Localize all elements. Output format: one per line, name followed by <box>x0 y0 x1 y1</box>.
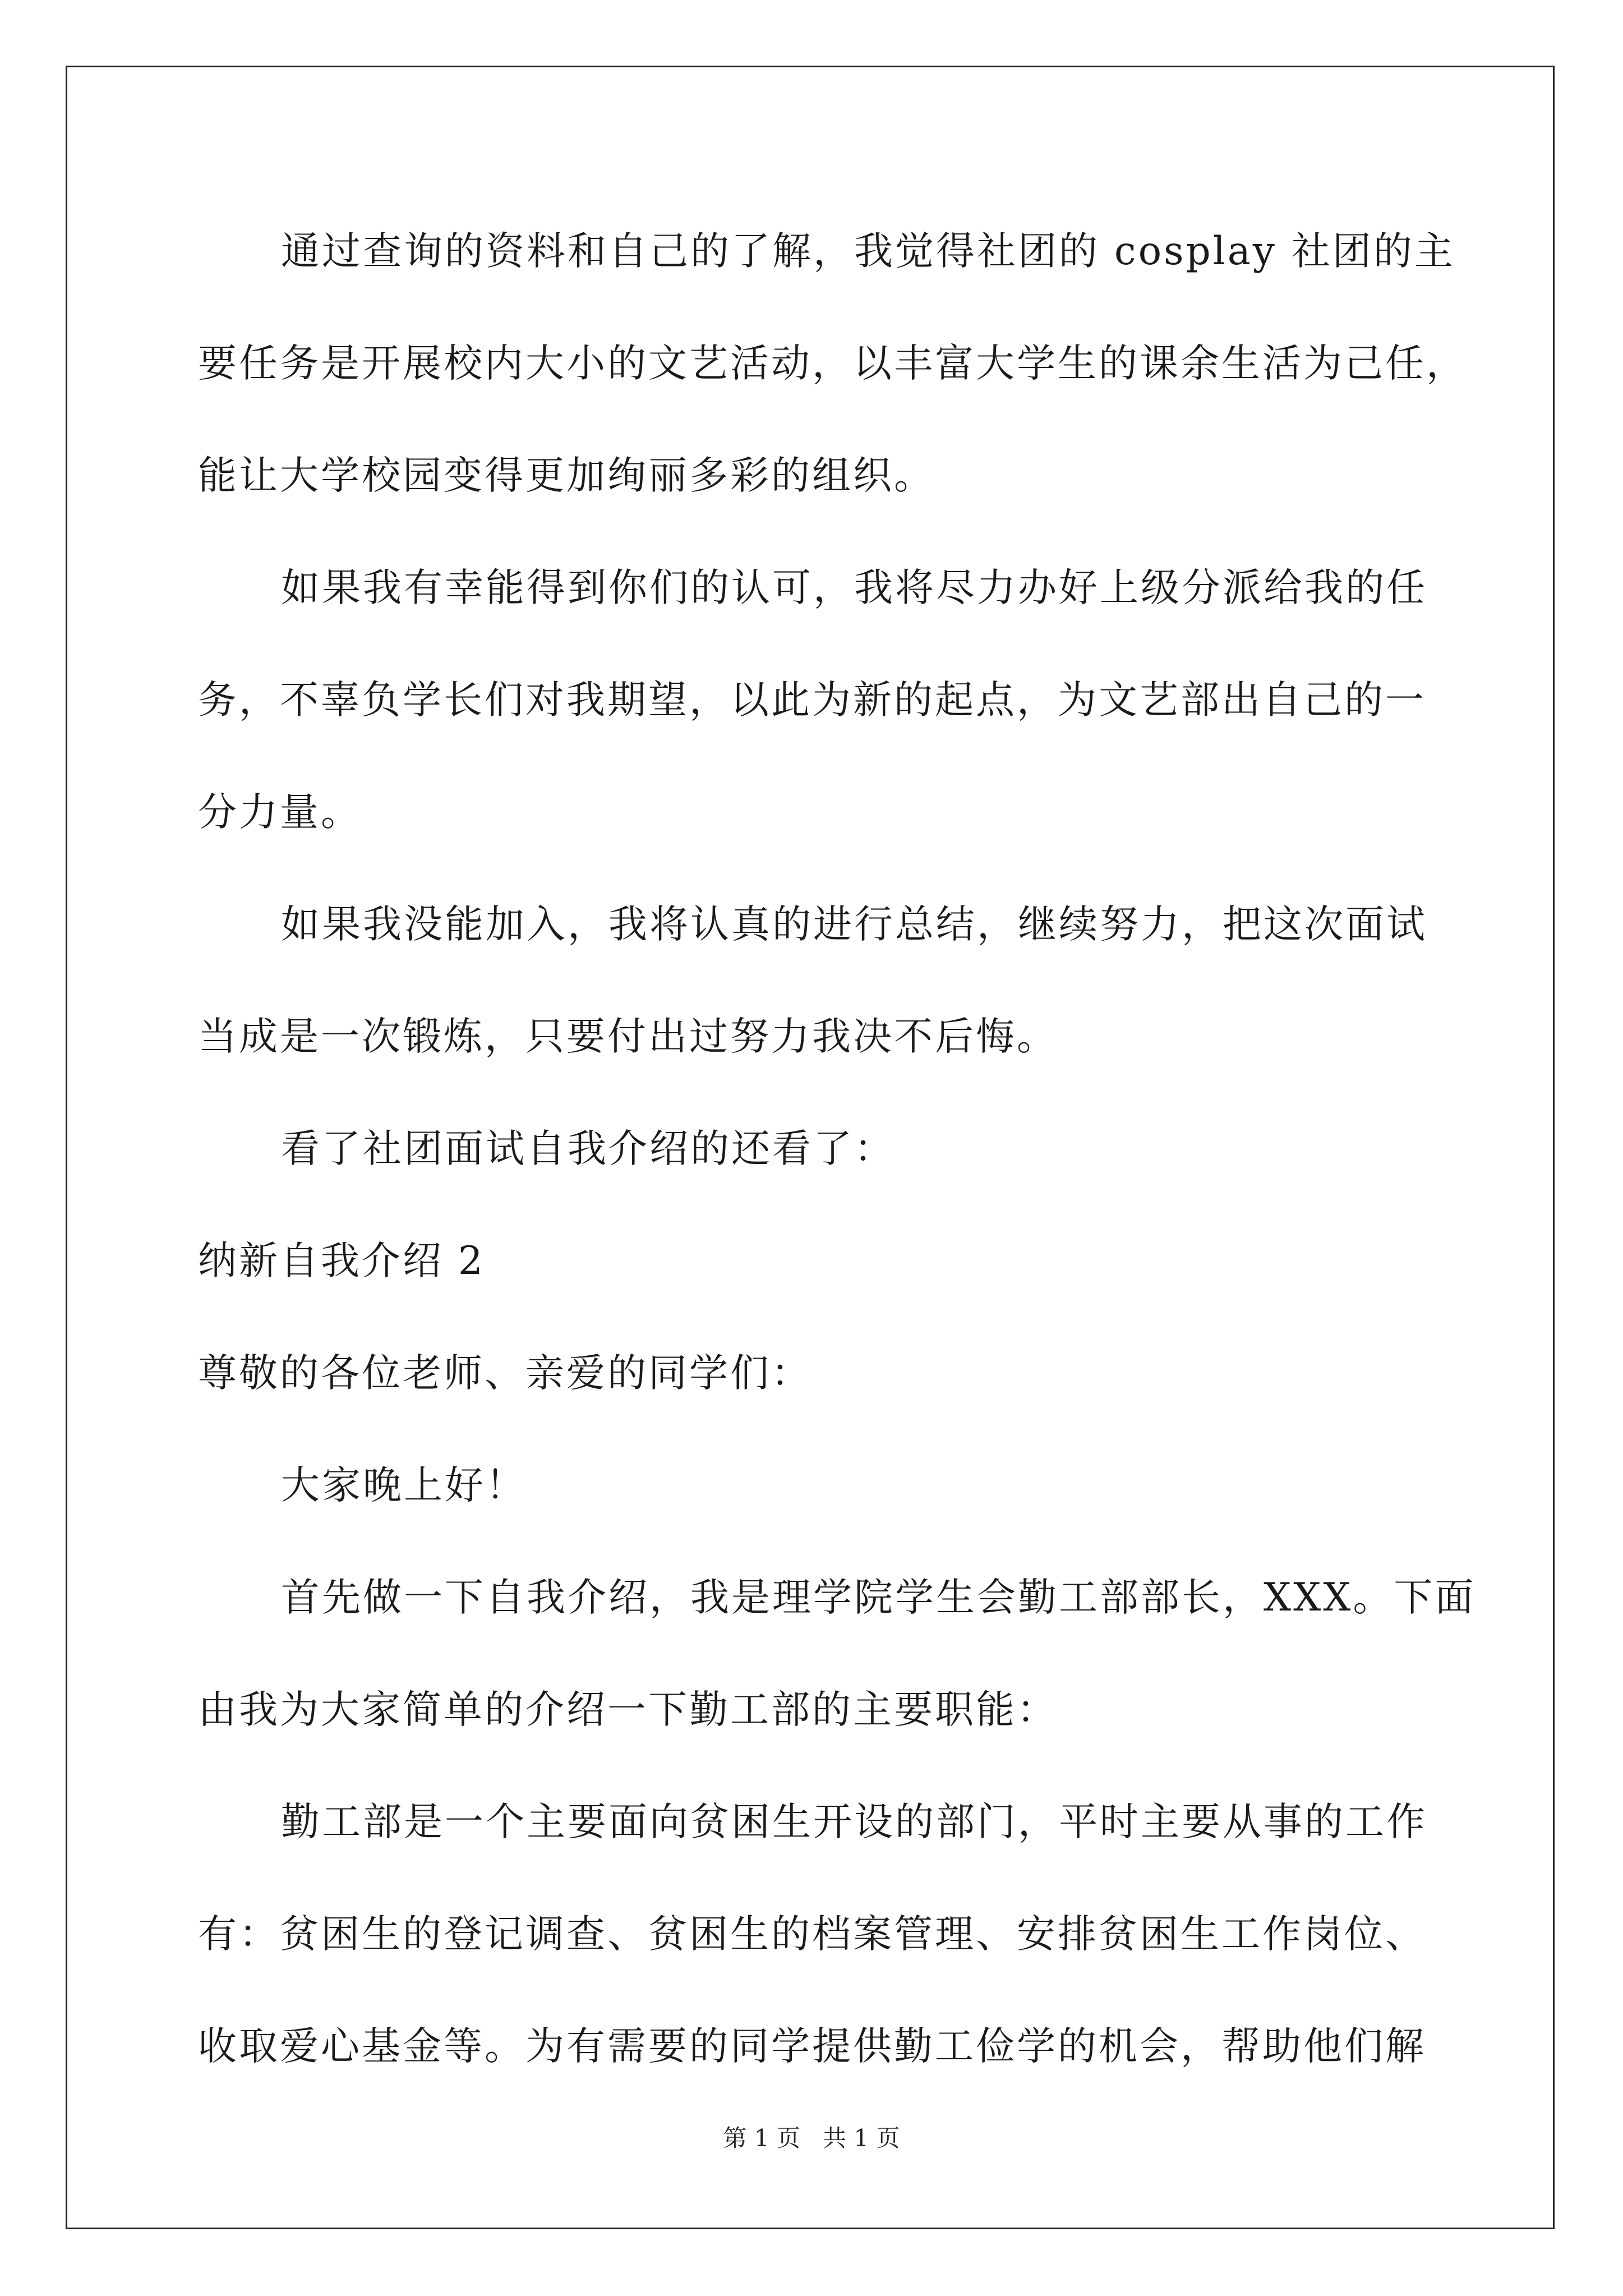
paragraph-line: 如果我没能加入，我将认真的进行总结，继续努力，把这次面试 <box>281 902 1427 947</box>
paragraph-line: 如果我有幸能得到你们的认可，我将尽力办好上级分派给我的任 <box>281 565 1427 610</box>
paragraph-line: 务，不辜负学长们对我期望，以此为新的起点，为文艺部出自己的一 <box>198 678 1426 723</box>
paragraph-line: 看了社团面试自我介绍的还看了： <box>281 1126 895 1171</box>
paragraph-line: 当成是一次锻炼，只要付出过努力我决不后悔。 <box>198 1014 1058 1059</box>
paragraph-line: 收取爱心基金等。为有需要的同学提供勤工俭学的机会，帮助他们解 <box>198 2024 1426 2069</box>
section-heading: 纳新自我介绍 2 <box>198 1239 485 1283</box>
paragraph-line: 分力量。 <box>198 790 362 835</box>
paragraph-line: 首先做一下自我介绍，我是理学院学生会勤工部部长，XXX。下面 <box>281 1575 1476 1620</box>
paragraph-line: 有：贫困生的登记调查、贫困生的档案管理、安排贫困生工作岗位、 <box>198 1912 1426 1957</box>
paragraph-line: 通过查询的资料和自己的了解，我觉得社团的 cosplay 社团的主 <box>281 229 1455 274</box>
salutation-line: 尊敬的各位老师、亲爱的同学们： <box>198 1351 812 1396</box>
paragraph-line: 勤工部是一个主要面向贫困生开设的部门，平时主要从事的工作 <box>281 1800 1427 1844</box>
greeting-line: 大家晚上好！ <box>281 1463 527 1508</box>
paragraph-line: 由我为大家简单的介绍一下勤工部的主要职能： <box>198 1687 1058 1732</box>
page-number-footer: 第 1 页 共 1 页 <box>723 2124 900 2152</box>
paragraph-line: 要任务是开展校内大小的文艺活动，以丰富大学生的课余生活为己任， <box>198 341 1467 386</box>
paragraph-line: 能让大学校园变得更加绚丽多彩的组织。 <box>198 453 935 498</box>
